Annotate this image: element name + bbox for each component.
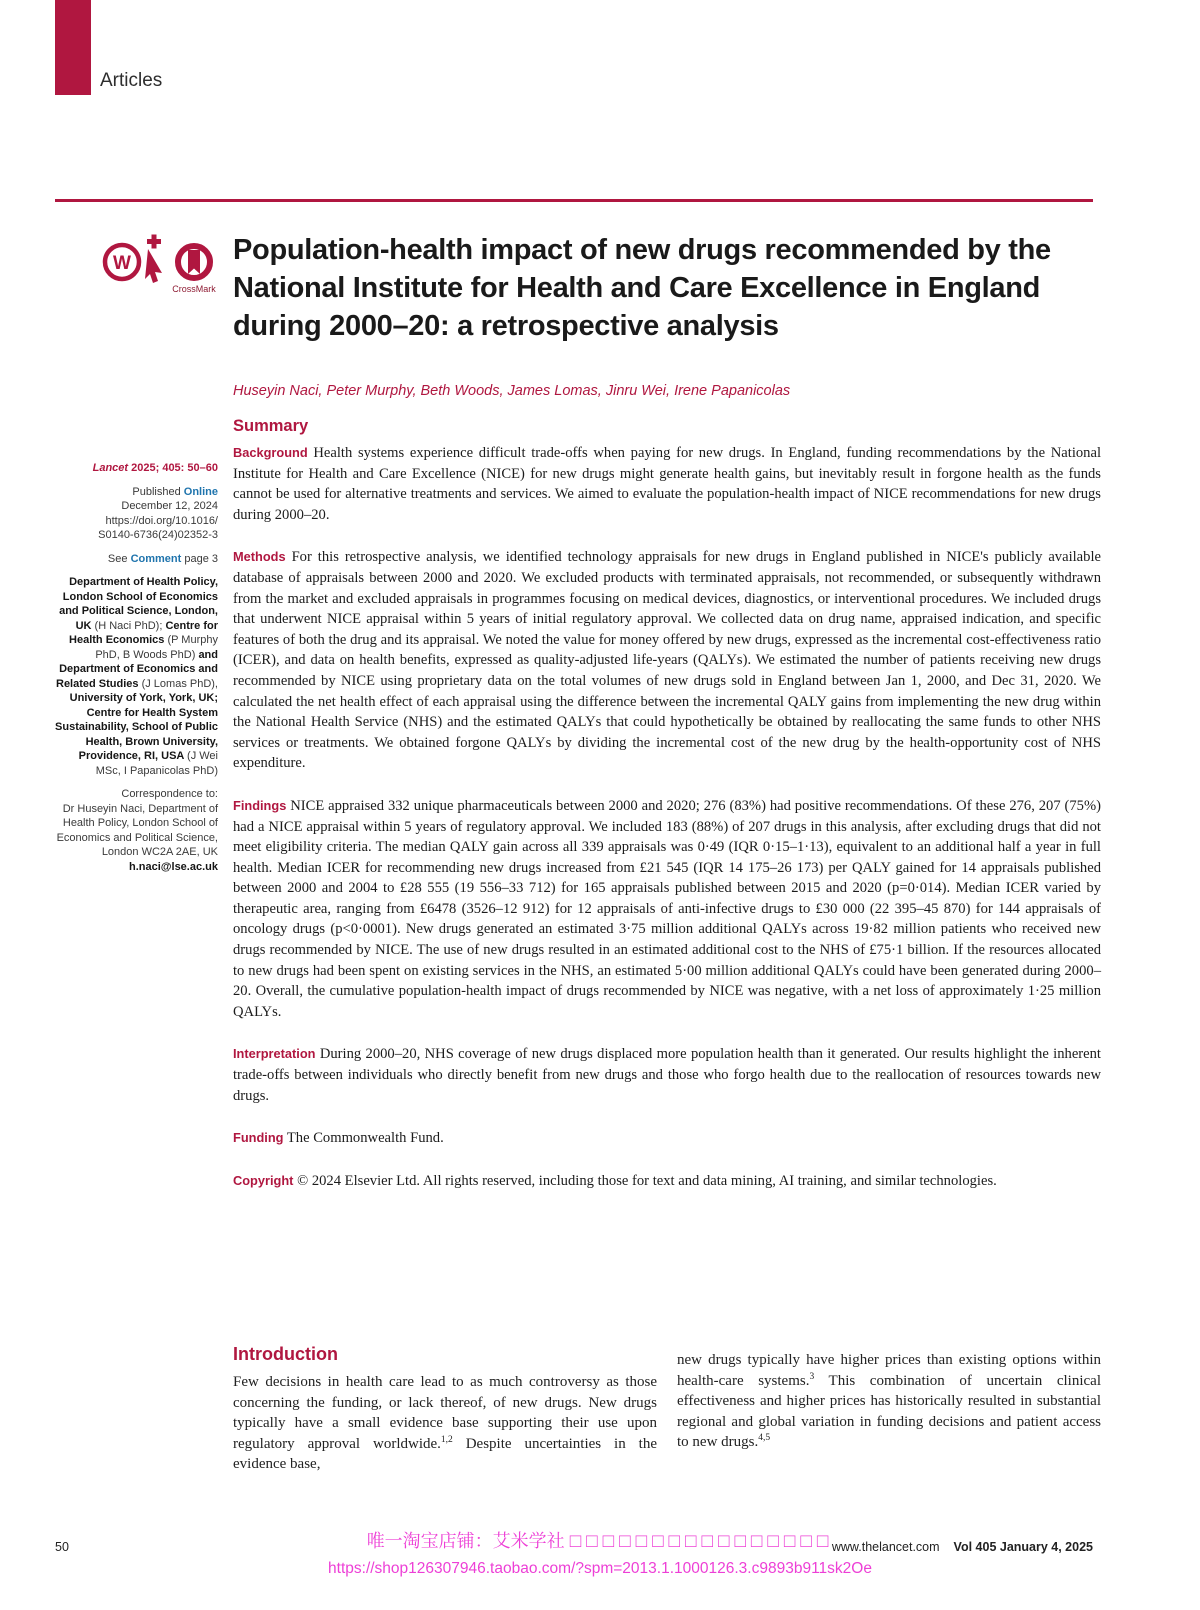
- affiliations: Department of Health Policy, London School of Economics and Political Science, London, UK (H Naci PhD); Centre for Health Economics (P Murphy PhD, B Woods PhD) and Department of Economics and Related Studies (J Lomas PhD), University of York, York, UK; Centre for Health System Sustainability, School of Public Health, Brown University, Providence, RI, USA (J Wei MSc, I Papanicolas PhD): [55, 576, 218, 777]
- watermark-boxes: □□□□□□□□□□□□□□□□: [569, 1531, 834, 1552]
- see-prefix: See: [107, 552, 131, 565]
- section-label: Articles: [100, 70, 163, 91]
- doi-line2[interactable]: S0140-6736(24)02352-3: [98, 529, 218, 541]
- published-online-link[interactable]: Online: [183, 485, 218, 498]
- summary-section: [233, 417, 1101, 1213]
- summary-funding-text: The Commonwealth Fund.: [286, 1130, 444, 1147]
- introduction-paragraph-left: [233, 1372, 657, 1475]
- comment-link[interactable]: Comment: [130, 552, 182, 565]
- introduction-section: [233, 1344, 1101, 1524]
- introduction-paragraph-right: [677, 1350, 1101, 1453]
- intro-right-text1: new drugs typically have higher prices than existing options within health-care systems.: [677, 1352, 1101, 1389]
- sidebar-metadata: [55, 461, 218, 883]
- svg-text:CrossMark: CrossMark: [172, 284, 216, 294]
- crossmark-icon: [100, 231, 225, 295]
- published-date: December 12, 2024: [121, 500, 218, 512]
- summary-background: [233, 443, 1101, 525]
- summary-copyright-label: Copyright: [233, 1172, 294, 1188]
- crossmark-logo[interactable]: [100, 231, 225, 295]
- footer-volume-date: Vol 405 January 4, 2025: [953, 1540, 1093, 1554]
- reference-marker-4-5[interactable]: 4,5: [758, 1433, 771, 1443]
- summary-findings-text: NICE appraised 332 unique pharmaceuticals between 2000 and 2020; 276 (83%) had positive recommendations. Of these 276, 207 (75%) had a NICE appraisal within 5 years of regulatory approval. We included 183 (88%) of 207 drugs in this analysis, after excluding drugs that did not meet eligibility criteria. The median QALY gain across all 339 appraisals was 0·49 (IQR 0·15–1·13), equivalent to an additional half a year in full health. Median ICER for recommending new drugs increased from £21 545 (IQR 14 175–26 173) per QALY gained for 14 appraisals published between 2000 and 2004 to £28 555 (19 556–33 712) for 165 appraisals published between 2015 and 2020 (p=0·014). Median ICER varied by therapeutic area, ranging from £6478 (3526–12 912) for 12 appraisals of anti-infective drugs to £30 000 (22 395–45 870) for 144 appraisals of oncology drugs (p<0·0001). New drugs generated an estimated 3·75 million additional QALYs across 19·82 million patients who received new drugs recommended by NICE. The use of new drugs resulted in an estimated additional cost to the NHS of £75·1 billion. If the resources allocated to new drugs had been spent on existing services in the NHS, an estimated 5·00 million additional QALYs could have been generated during 2000–20. Overall, the cumulative population-health impact of drugs recommended by NICE was negative, with a net loss of approximately 1·25 million QALYs.: [233, 797, 1101, 1020]
- summary-heading: Summary: [233, 417, 309, 435]
- summary-copyright-text: © 2024 Elsevier Ltd. All rights reserved, including those for text and data mining, AI training, and similar technologies.: [297, 1172, 997, 1189]
- correspondence-label: Correspondence to:: [121, 788, 218, 800]
- article-authors: Huseyin Naci, Peter Murphy, Beth Woods, James Lomas, Jinru Wei, Irene Papanicolas: [233, 383, 791, 399]
- summary-interpretation: [233, 1044, 1101, 1106]
- summary-methods-label: Methods: [233, 549, 286, 565]
- citation: [55, 461, 218, 476]
- correspondence-email[interactable]: h.naci@lse.ac.uk: [129, 860, 218, 873]
- summary-funding: [233, 1128, 1101, 1149]
- watermark-url: https://shop126307946.taobao.com/?spm=2013.1.1000126.3.c9893b911sk2Oe: [328, 1560, 872, 1577]
- section-color-bar: [55, 0, 91, 95]
- summary-findings: [233, 796, 1101, 1023]
- intro-left-text1: Few decisions in health care lead to as much controversy as those concerning the funding, or lack thereof, of new drugs. New drugs typically have a small evidence base supporting their use upon regulatory approval worldwide.: [233, 1374, 657, 1452]
- summary-interpretation-text: During 2000–20, NHS coverage of new drugs displaced more population health than it generated. Our results highlight the inherent trade-offs between individuals who directly benefit from new drugs and those who forgo health due to the reallocation of resources towards new drugs.: [233, 1046, 1101, 1104]
- see-suffix: page 3: [181, 552, 218, 565]
- svg-text:W: W: [113, 253, 131, 274]
- reference-marker-3[interactable]: 3: [809, 1371, 815, 1382]
- page-number: 50: [55, 1540, 69, 1554]
- citation-rest: 2025; 405: 50–60: [128, 462, 218, 474]
- watermark-cjk: 唯一淘宝店铺：艾米学社: [366, 1531, 570, 1551]
- summary-background-label: Background: [233, 445, 308, 460]
- summary-interpretation-label: Interpretation: [233, 1046, 316, 1062]
- introduction-heading: Introduction: [233, 1344, 338, 1364]
- summary-background-text: Health systems experience difficult trade-offs when paying for new drugs. In England, funding recommendations by the National Institute for Health and Care Excellence (NICE) for new drugs might generate health gains, but inevitably result in forgone health as the funds cannot be used for alternative treatments and services. We aimed to evaluate the population-health impact of NICE recommendations for new drugs during 2000–20.: [233, 445, 1101, 523]
- see-comment: [55, 552, 218, 567]
- summary-findings-label: Findings: [233, 797, 287, 813]
- footer-journal-info: [832, 1540, 1093, 1554]
- reference-marker-1-2[interactable]: 1,2: [440, 1434, 453, 1445]
- intro-left-text2: Despite uncertainties in the evidence base,: [233, 1435, 657, 1472]
- intro-right-text2: This combination of uncertain clinical effectiveness and higher prices has historically resulted in substantial regional and global variation in funding decisions and patient access to new drugs.: [677, 1372, 1101, 1450]
- citation-journal: Lancet: [92, 462, 129, 474]
- header-rule: [55, 199, 1093, 202]
- footer-site[interactable]: www.thelancet.com: [831, 1540, 940, 1554]
- published-block: [55, 485, 218, 543]
- published-prefix: Published: [132, 485, 184, 498]
- introduction-right-column: [677, 1350, 1101, 1453]
- introduction-left-column: [233, 1344, 657, 1475]
- correspondence: [55, 787, 218, 874]
- summary-funding-label: Funding: [233, 1130, 284, 1146]
- summary-methods: [233, 547, 1101, 774]
- article-title: Population-health impact of new drugs recommended by the National Institute for Health and Care Excellence in England during 2000–20: a retrospective analysis: [233, 234, 1051, 342]
- correspondence-body: Dr Huseyin Naci, Department of Health Policy, London School of Economics and Political Science, London WC2A 2AE, UK: [56, 802, 218, 858]
- summary-copyright: [233, 1171, 1101, 1192]
- doi-line1[interactable]: https://doi.org/10.1016/: [105, 514, 218, 527]
- summary-methods-text: For this retrospective analysis, we identified technology appraisals for new drugs in England published in NICE's publicly available database of appraisals between 2000 and 2020. We excluded products with terminated appraisals, not recommended, or subsequently withdrawn from the market and excluded appraisals in programmes focusing on medical devices, diagnostics, or interventional procedures. We included drugs that underwent NICE appraisal within 5 years of initial regulatory approval. We collected data on drug name, appraised indication, and specific features of both the drug and its appraisal. We noted the value for money offered by new drugs, expressed as the incremental cost-effectiveness ratio (ICER), and data on health benefits, expressed as quality-adjusted life-years (QALYs). We estimated the number of patients receiving new drugs recommended by NICE using proprietary data on the total volumes of new drugs sold in England between Jan 1, 2000, and Dec 31, 2020. We calculated the net health effect of each appraisal using the difference between the incremental QALY gains from implementing the new drug within the National Health Service (NHS) and the estimated QALYs that could hypothetically be obtained by reallocating the same funds to other NHS services or treatments. We obtained forgone QALYs by dividing the incremental cost of the new drug by the health-opportunity cost of NHS expenditure.: [233, 549, 1101, 772]
